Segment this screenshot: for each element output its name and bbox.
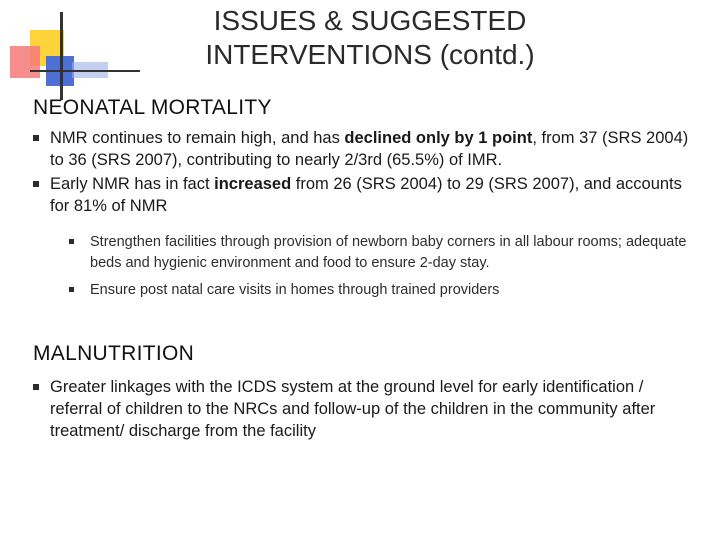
bullet-bold-text: increased <box>214 175 292 193</box>
intervention-text: Strengthen facilities through provision of newborn baby corners in all labour rooms; adequate beds and hygienic environment and food to ensure 2-day stay. <box>90 234 687 271</box>
bullet-text: Early NMR has in fact <box>50 175 215 193</box>
neonatal-bullet-list <box>30 127 700 219</box>
logo-red-square <box>10 46 40 78</box>
square-bullet-icon <box>33 384 39 390</box>
square-bullet-icon <box>69 287 74 292</box>
square-bullet-icon <box>33 135 39 141</box>
list-item <box>30 173 700 217</box>
malnutrition-bullet-list <box>30 376 700 442</box>
neonatal-mortality-heading: NEONATAL MORTALITY <box>33 96 272 119</box>
logo-horizontal-line <box>30 70 140 72</box>
bullet-text: NMR continues to remain high, and has <box>50 129 345 147</box>
list-item <box>66 280 706 301</box>
list-item <box>66 232 706 274</box>
slide-title-line-1: ISSUES & SUGGESTED <box>213 5 527 36</box>
list-item <box>30 376 700 442</box>
list-item <box>30 127 700 171</box>
slide-title <box>130 4 610 72</box>
malnutrition-heading: MALNUTRITION <box>33 342 195 365</box>
slide-logo-decoration <box>0 0 110 100</box>
logo-vertical-line <box>60 12 63 100</box>
slide-title-line-2: INTERVENTIONS (contd.) <box>205 39 535 70</box>
intervention-text: Ensure post natal care visits in homes through trained providers <box>90 282 500 298</box>
neonatal-intervention-list <box>66 232 706 307</box>
square-bullet-icon <box>69 239 74 244</box>
bullet-text: Greater linkages with the ICDS system at the ground level for early identification / referral of children to the NRCs and follow-up of the children in the community after treatment/ discharge from the facility <box>50 378 656 440</box>
bullet-text: , from 37 (SRS 2004) to 36 (SRS 2007), contributing to nearly 2/3rd (65.5%) of IMR. <box>50 129 689 169</box>
bullet-text: from 26 (SRS 2004) to 29 (SRS 2007), and accounts for 81% of NMR <box>50 175 682 215</box>
bullet-bold-text: declined only by 1 point <box>344 129 533 147</box>
square-bullet-icon <box>33 181 39 187</box>
